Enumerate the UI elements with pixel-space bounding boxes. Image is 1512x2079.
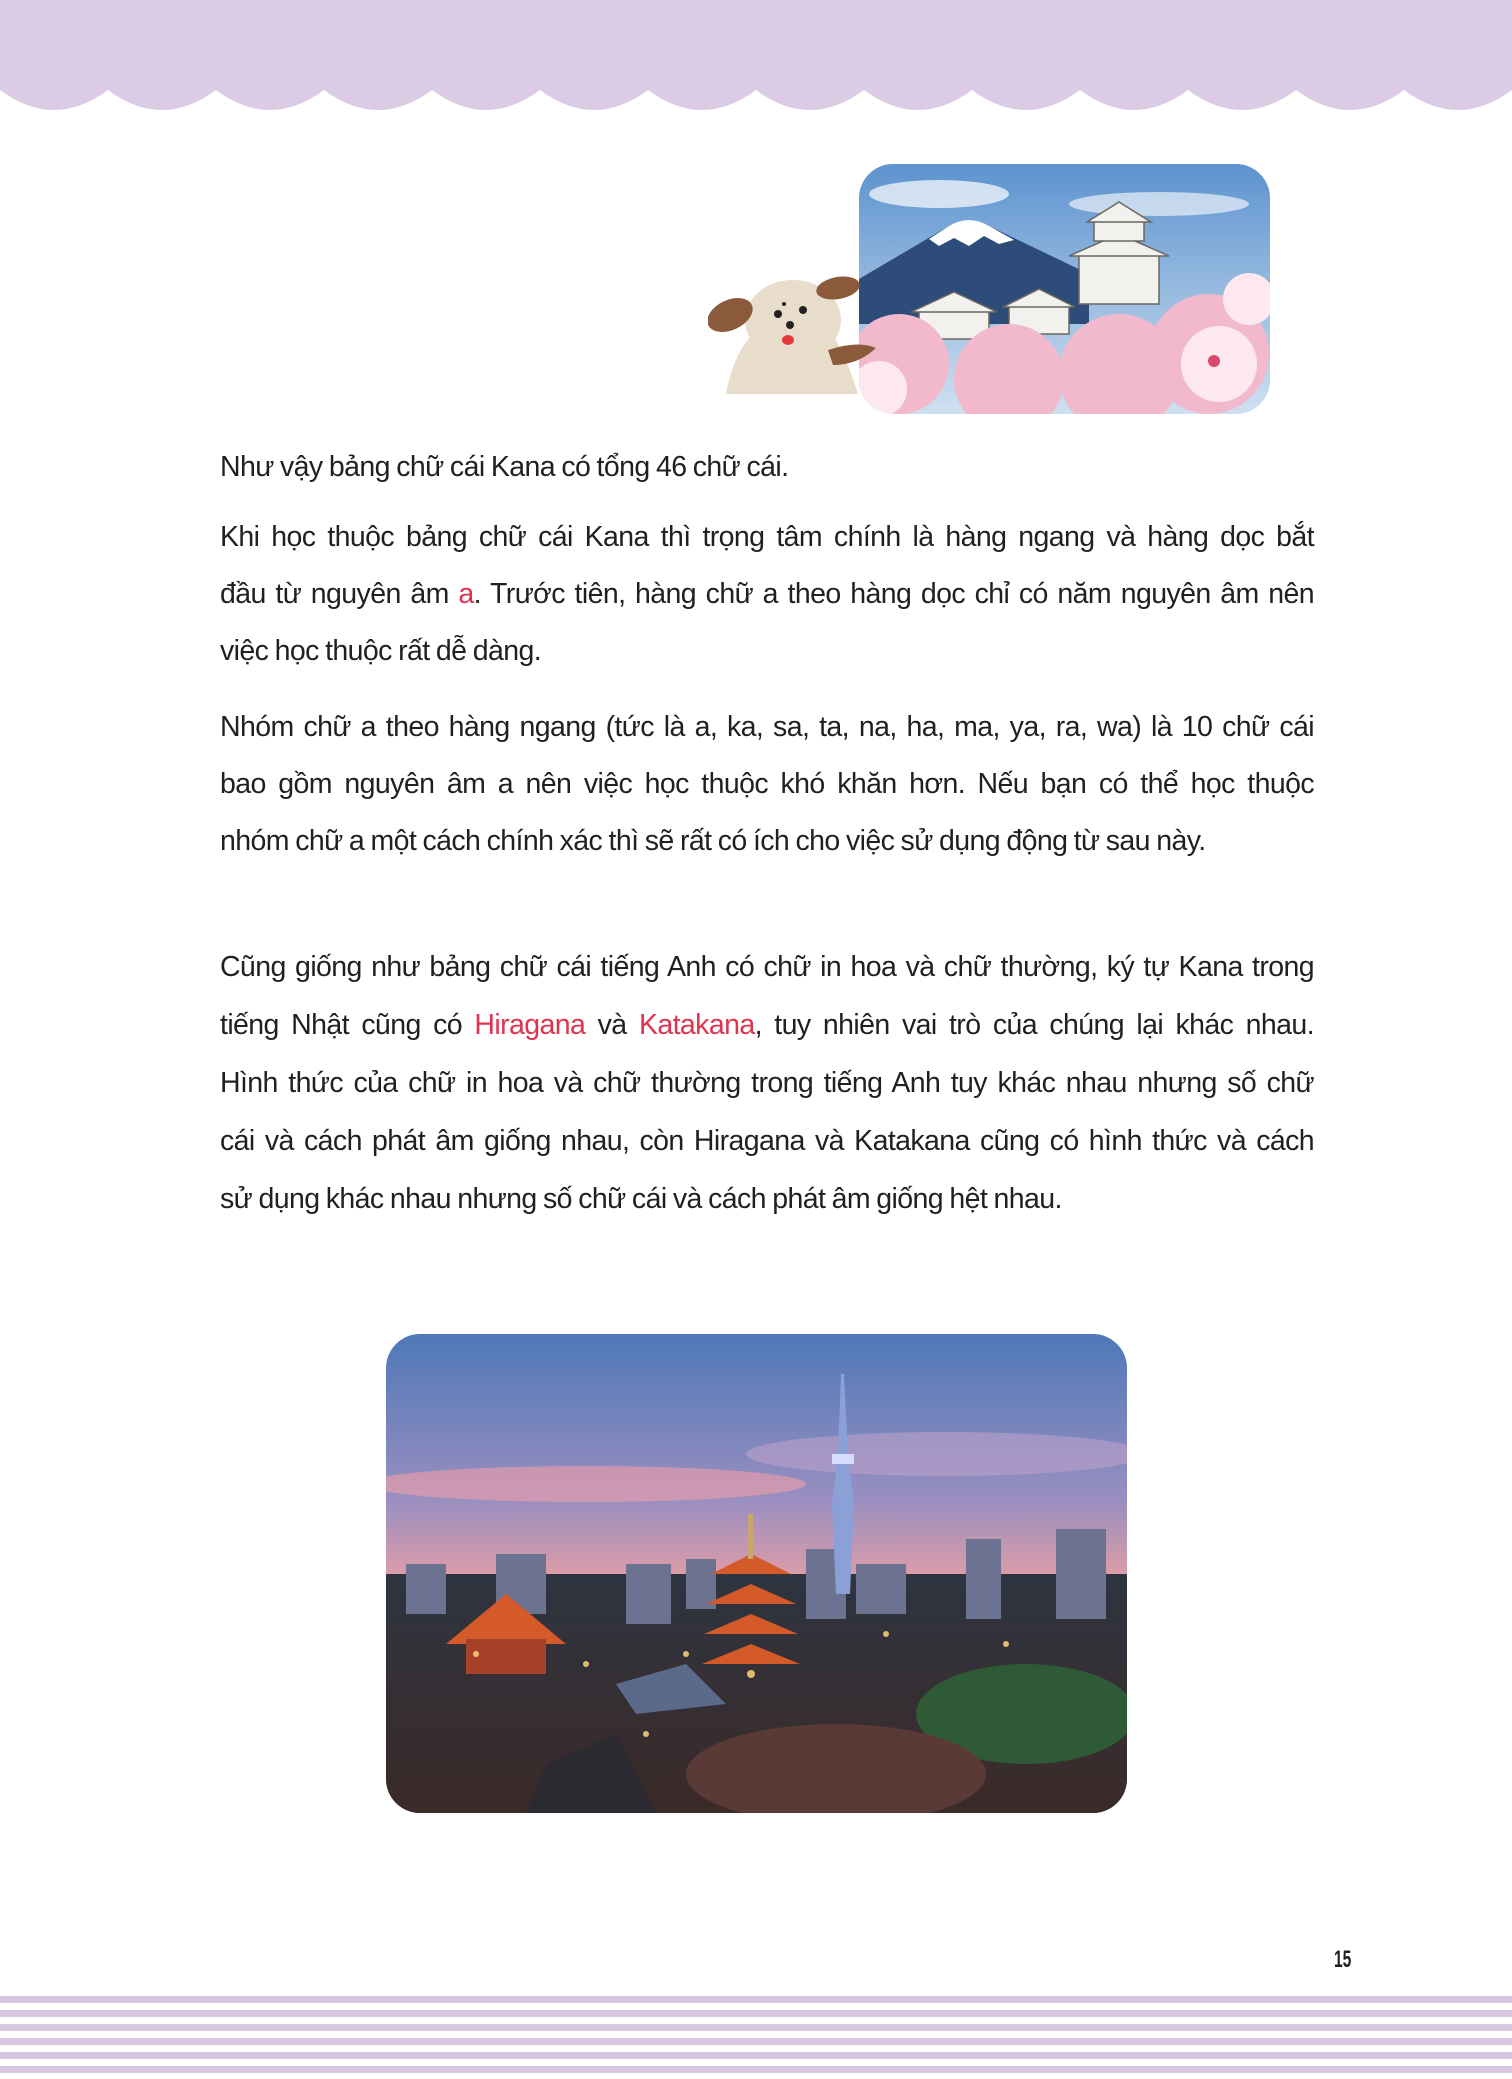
highlight-vowel-a: a xyxy=(458,578,474,610)
text-line: Như vậy bảng chữ cái Kana có tổng 46 chữ cái. xyxy=(220,451,789,483)
text-line: Khi học thuộc bảng chữ cái Kana thì trọng tâm chính là hàng ngang và hàng dọc bắt xyxy=(220,521,1314,553)
text-line xyxy=(220,997,1314,1055)
text-span: , tuy nhiên vai trò của chúng lại khác nhau. xyxy=(754,1009,1314,1041)
paragraph-kana-total xyxy=(220,439,1314,496)
paragraph-learning-tips xyxy=(220,509,1314,680)
text-line: việc học thuộc rất dễ dàng. xyxy=(220,635,542,667)
text-line xyxy=(220,566,1314,623)
text-span: đầu từ nguyên âm xyxy=(220,578,459,610)
page-number: 15 xyxy=(1334,1946,1352,1973)
wavy-header-band xyxy=(0,0,1512,115)
text-line: sử dụng khác nhau nhưng số chữ cái và cách phát âm giống hệt nhau. xyxy=(220,1183,1062,1215)
text-line: Nhóm chữ a theo hàng ngang (tức là a, ka, sa, ta, na, ha, ma, ya, ra, wa) là 10 chữ cái xyxy=(220,711,1314,743)
text-span: . Trước tiên, hàng chữ a theo hàng dọc chỉ có năm nguyên âm nên xyxy=(473,578,1314,610)
text-line: nhóm chữ a một cách chính xác thì sẽ rất có ích cho việc sử dụng động từ sau này. xyxy=(220,825,1206,857)
striped-footer-band xyxy=(0,1996,1512,2079)
text-line: cái và cách phát âm giống nhau, còn Hiragana và Katakana cũng có hình thức và cách xyxy=(220,1125,1314,1157)
text-line: Cũng giống như bảng chữ cái tiếng Anh có chữ in hoa và chữ thường, ký tự Kana trong xyxy=(220,951,1314,983)
paragraph-hiragana-katakana xyxy=(220,939,1314,1229)
dog-mascot-illustration xyxy=(708,270,880,394)
text-line: bao gồm nguyên âm a nên việc học thuộc khó khăn hơn. Nếu bạn có thể học thuộc xyxy=(220,768,1314,800)
tokyo-skyline-photo xyxy=(386,1334,1127,1813)
text-span: tiếng Nhật cũng có xyxy=(220,1009,475,1041)
highlight-katakana: Katakana xyxy=(638,1009,755,1041)
paragraph-a-group xyxy=(220,699,1314,870)
text-line: Hình thức của chữ in hoa và chữ thường trong tiếng Anh tuy khác nhau nhưng số chữ xyxy=(220,1067,1314,1099)
mount-fuji-castle-photo xyxy=(859,164,1270,414)
highlight-hiragana: Hiragana xyxy=(474,1009,586,1041)
text-span: và xyxy=(585,1009,639,1041)
